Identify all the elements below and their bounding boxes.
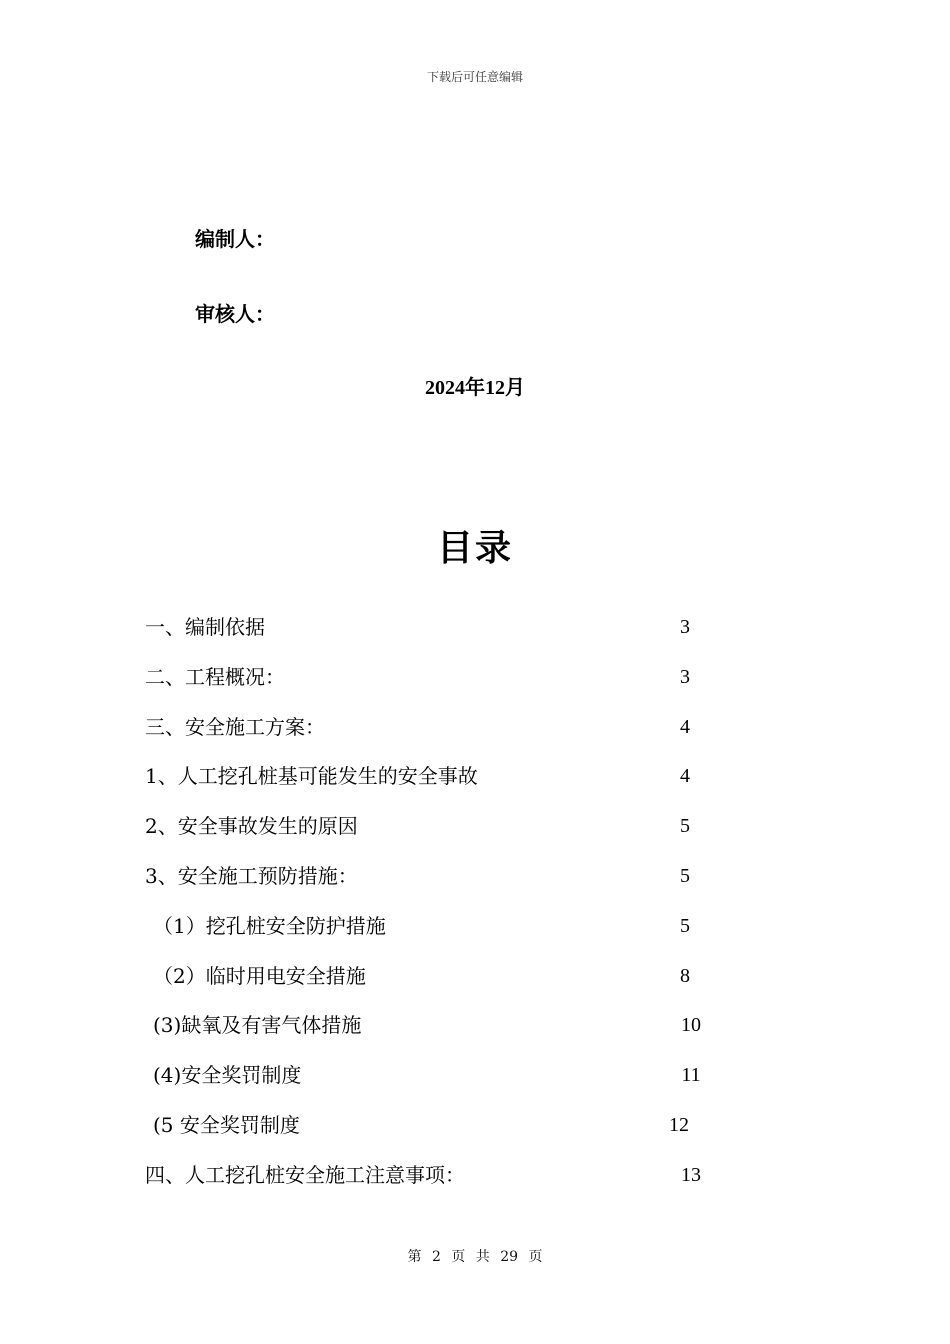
toc-entry-label: (3)缺氧及有害气体措施 — [153, 1013, 362, 1038]
toc-entry-page: 3 — [680, 665, 690, 688]
toc-entry-label: 四、人工挖孔桩安全施工注意事项： — [145, 1162, 465, 1187]
toc-entry[interactable] — [145, 662, 725, 712]
toc-entry-label: 2、安全事故发生的原因 — [145, 814, 358, 839]
toc-entry-label: 1、人工挖孔桩基可能发生的安全事故 — [145, 764, 478, 789]
page-footer: 第 2 页 共 29 页 — [407, 1249, 543, 1265]
toc-entry[interactable] — [145, 1110, 725, 1160]
toc-entry[interactable] — [145, 1160, 725, 1210]
toc-entry[interactable] — [145, 961, 725, 1011]
toc-entry[interactable] — [145, 761, 725, 811]
toc-entry-label: 一、编制依据 — [145, 615, 265, 639]
toc-title: 目录 — [436, 527, 513, 569]
toc-entry[interactable] — [145, 911, 725, 961]
toc-entry-page: 8 — [680, 964, 690, 987]
toc-entry[interactable] — [145, 1010, 725, 1060]
toc-entry-label: 3、安全施工预防措施： — [145, 863, 358, 888]
toc-entry-page: 12 — [669, 1113, 689, 1136]
toc-entry-label: (5 安全奖罚制度 — [153, 1112, 300, 1137]
toc-entry-page: 13 — [681, 1163, 701, 1186]
document-date: 2024年12月 — [425, 377, 525, 399]
toc-entry-label: （1）挖孔桩安全防护措施 — [153, 913, 386, 938]
toc-entry-label: （2）临时用电安全措施 — [153, 963, 366, 988]
toc-entry[interactable] — [145, 612, 725, 662]
toc-entry-page: 5 — [680, 914, 690, 937]
toc-entry-page: 4 — [680, 765, 690, 788]
reviewer-label: 审核人： — [195, 302, 275, 326]
toc-entry-label: 三、安全施工方案： — [145, 714, 325, 739]
toc-entry-page: 10 — [681, 1014, 701, 1037]
toc-entry-label: 二、工程概况： — [145, 664, 285, 689]
toc-entry-page: 5 — [680, 864, 690, 887]
page-header-note: 下载后可任意编辑 — [426, 70, 523, 84]
toc-entry[interactable] — [145, 712, 725, 762]
toc-entry-page: 4 — [680, 715, 690, 738]
toc-entry-label: (4)安全奖罚制度 — [153, 1063, 302, 1088]
toc-entry[interactable] — [145, 811, 725, 861]
table-of-contents — [145, 612, 725, 1210]
toc-entry[interactable] — [145, 1060, 725, 1110]
toc-entry-page: 11 — [681, 1064, 701, 1087]
toc-entry-page: 5 — [680, 815, 690, 838]
toc-entry-page: 3 — [680, 616, 690, 638]
toc-entry[interactable] — [145, 861, 725, 911]
compiler-label: 编制人： — [195, 227, 275, 251]
